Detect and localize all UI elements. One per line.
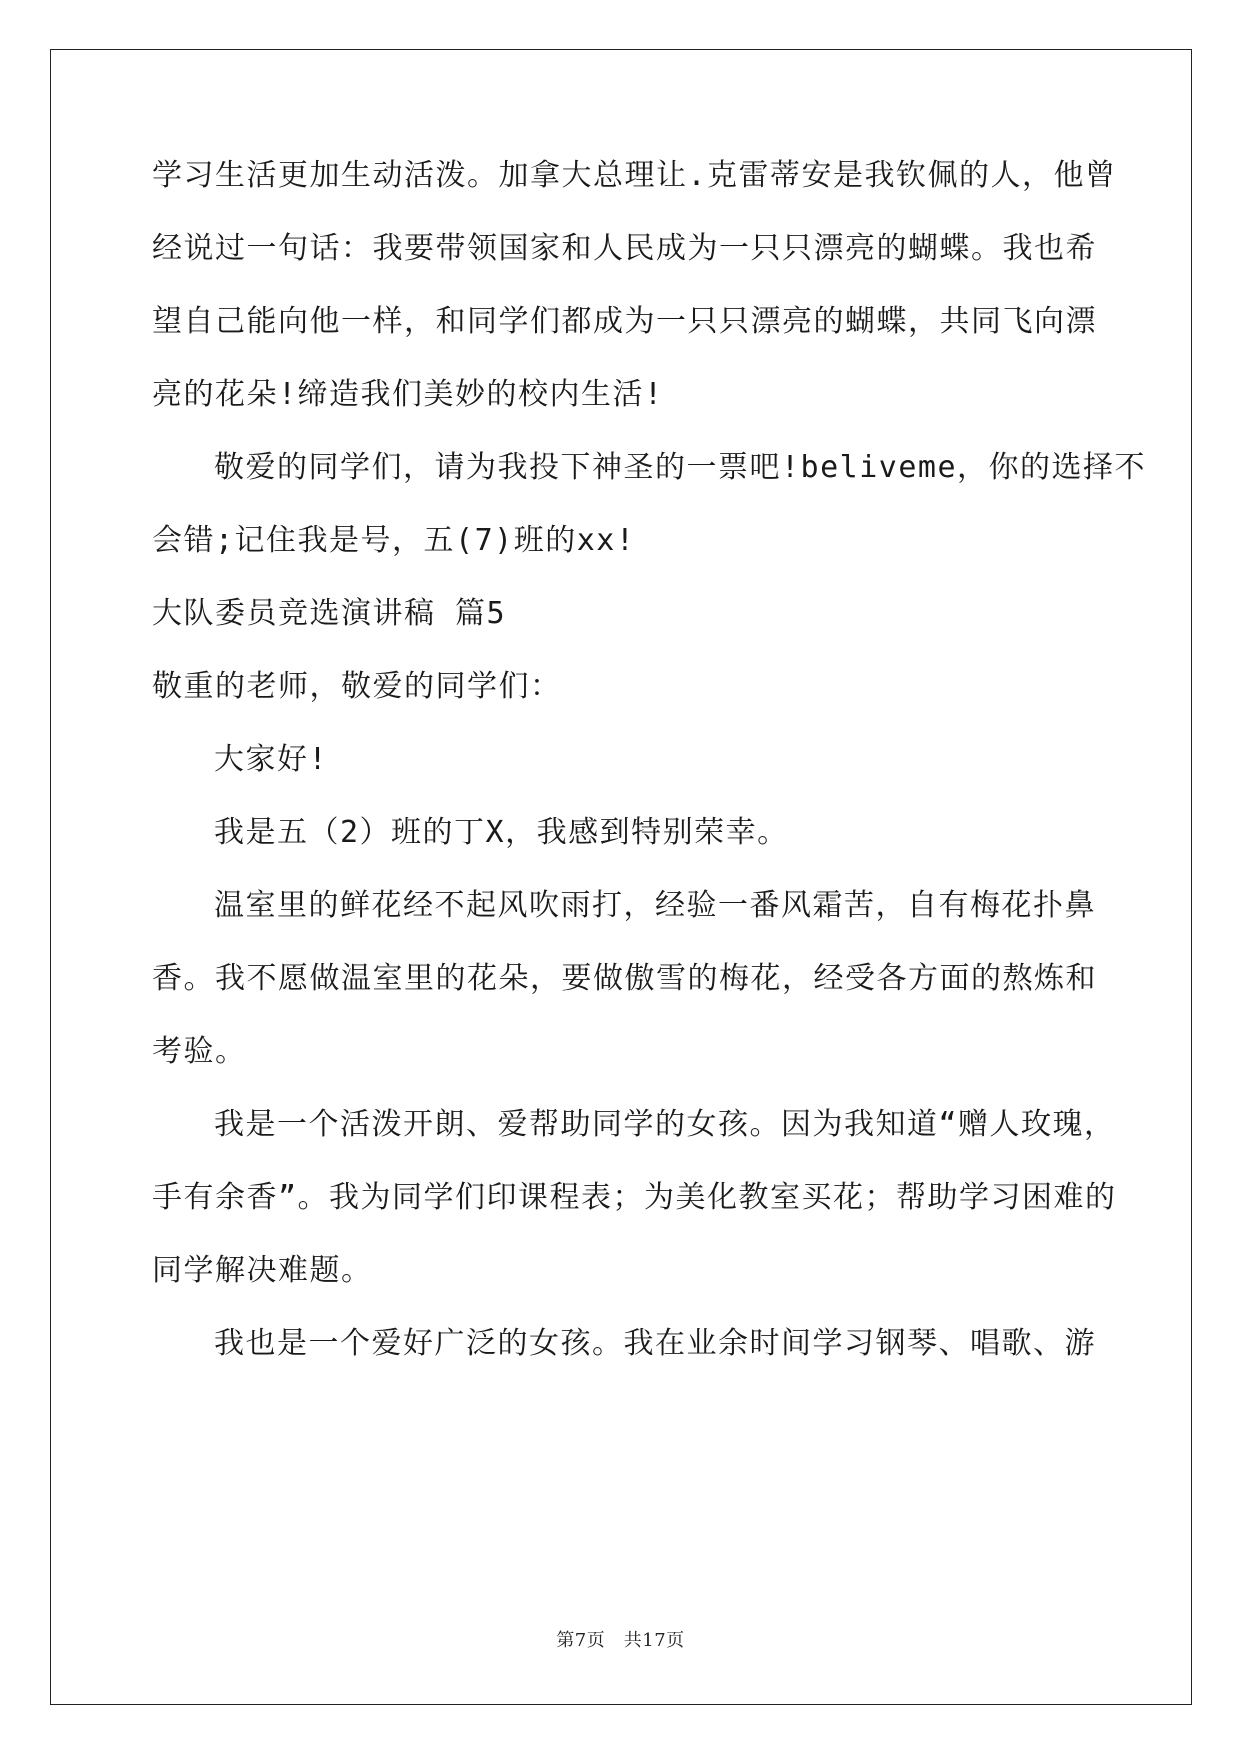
text-line: 学习生活更加生动活泼。加拿大总理让.克雷蒂安是我钦佩的人，他曾 bbox=[152, 158, 1117, 193]
text-line: 我也是一个爱好广泛的女孩。我在业余时间学习钢琴、唱歌、游 bbox=[214, 1326, 1096, 1361]
text-line: 温室里的鲜花经不起风吹雨打，经验一番风霜苦，自有梅花扑鼻 bbox=[214, 888, 1096, 923]
page-footer: 第7页 共17页 bbox=[556, 1630, 685, 1651]
text-line: 会错;记住我是号，五(7)班的xx! bbox=[152, 523, 636, 558]
text-line: 香。我不愿做温室里的花朵，要做傲雪的梅花，经受各方面的熬炼和 bbox=[152, 961, 1097, 996]
text-line: 敬爱的同学们，请为我投下神圣的一票吧!beliveme，你的选择不 bbox=[214, 450, 1147, 485]
salutation: 敬重的老师，敬爱的同学们： bbox=[152, 669, 562, 704]
text-line: 我是一个活泼开朗、爱帮助同学的女孩。因为我知道“赠人玫瑰， bbox=[214, 1107, 1116, 1142]
page-border bbox=[50, 49, 1192, 1705]
text-line: 大家好! bbox=[214, 742, 329, 777]
text-line: 同学解决难题。 bbox=[152, 1253, 373, 1288]
text-line: 望自己能向他一样，和同学们都成为一只只漂亮的蝴蝶，共同飞向漂 bbox=[152, 304, 1097, 339]
text-line: 经说过一句话：我要带领国家和人民成为一只只漂亮的蝴蝶。我也希 bbox=[152, 231, 1097, 266]
section-heading: 大队委员竞选演讲稿 篇5 bbox=[152, 596, 507, 631]
text-line: 亮的花朵!缔造我们美妙的校内生活! bbox=[152, 377, 664, 412]
text-line: 手有余香”。我为同学们印课程表；为美化教室买花；帮助学习困难的 bbox=[152, 1180, 1117, 1215]
text-line: 我是五（2）班的丁X，我感到特别荣幸。 bbox=[214, 815, 789, 850]
text-line: 考验。 bbox=[152, 1034, 247, 1069]
